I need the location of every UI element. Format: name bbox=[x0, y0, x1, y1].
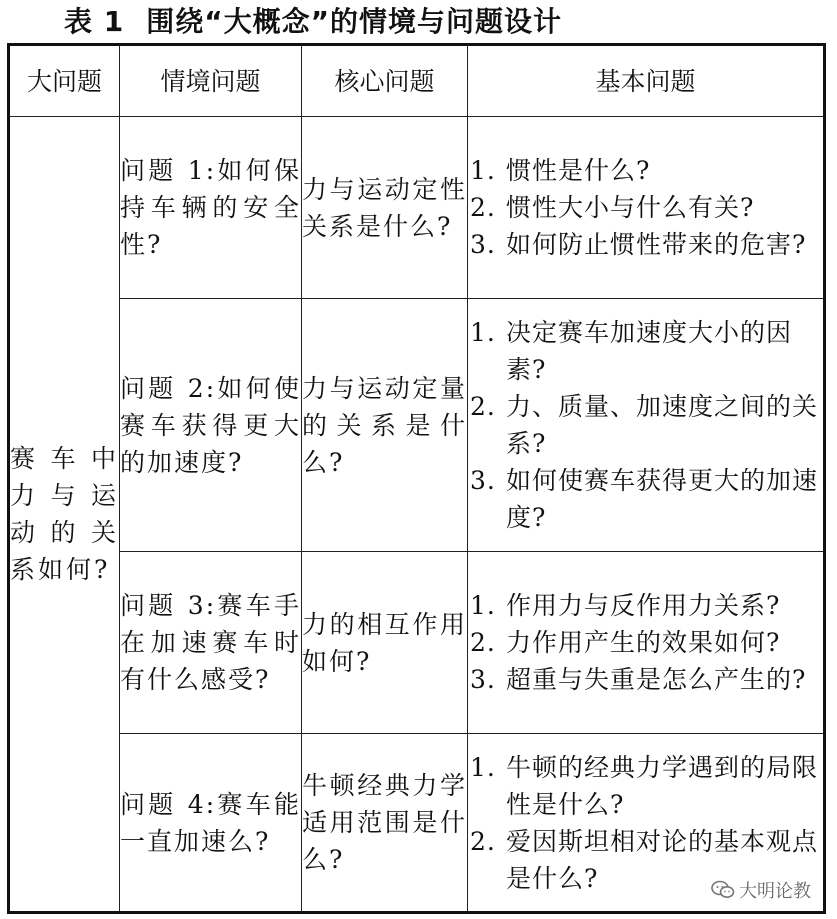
situation-cell: 问题 3:赛车手在加速赛车时有什么感受? bbox=[120, 552, 302, 734]
basic-question-item bbox=[468, 462, 823, 536]
item-text: 决定赛车加速度大小的因素? bbox=[506, 318, 793, 384]
item-number: 3. bbox=[470, 665, 496, 694]
core-cell: 牛顿经典力学适用范围是什么? bbox=[302, 734, 468, 913]
basic-question-item bbox=[468, 587, 823, 624]
item-number: 1. bbox=[470, 591, 496, 620]
header-row bbox=[9, 45, 825, 117]
item-text: 惯性是什么? bbox=[506, 156, 651, 185]
header-big-question: 大问题 bbox=[9, 45, 120, 117]
item-number: 2. bbox=[470, 628, 496, 657]
watermark-text: 大明论教 bbox=[739, 881, 811, 902]
basic-cell bbox=[468, 299, 825, 552]
item-number: 2. bbox=[470, 826, 496, 856]
caption-title: 围绕“大概念”的情境与问题设计 bbox=[146, 5, 563, 38]
basic-cell bbox=[468, 552, 825, 734]
item-text: 如何防止惯性带来的危害? bbox=[506, 230, 807, 259]
item-number: 3. bbox=[470, 466, 496, 495]
basic-question-item bbox=[468, 189, 823, 226]
core-cell: 力的相互作用如何? bbox=[302, 552, 468, 734]
design-table bbox=[7, 43, 826, 914]
big-question-cell: 赛车中力与运动的关系如何? bbox=[9, 117, 120, 913]
wechat-icon bbox=[711, 880, 735, 900]
item-number: 3. bbox=[470, 230, 496, 259]
header-basic-question: 基本问题 bbox=[468, 45, 825, 117]
item-text: 力、质量、加速度之间的关系? bbox=[506, 392, 819, 458]
core-cell: 力与运动定性关系是什么? bbox=[302, 117, 468, 299]
basic-question-item bbox=[468, 624, 823, 661]
item-text: 力作用产生的效果如何? bbox=[506, 628, 781, 657]
table-row bbox=[9, 734, 825, 913]
header-core-question: 核心问题 bbox=[302, 45, 468, 117]
item-number: 1. bbox=[470, 318, 496, 347]
item-text: 牛顿的经典力学遇到的局限性是什么? bbox=[506, 752, 819, 819]
item-number: 2. bbox=[470, 193, 496, 222]
item-text: 作用力与反作用力关系? bbox=[506, 591, 781, 620]
item-text: 如何使赛车获得更大的加速度? bbox=[506, 466, 819, 532]
item-number: 1. bbox=[470, 752, 496, 782]
core-cell: 力与运动定量的关系是什么? bbox=[302, 299, 468, 552]
table-row bbox=[9, 299, 825, 552]
item-text: 爱因斯坦相对论的基本观点是什么? bbox=[506, 826, 819, 893]
basic-question-item bbox=[468, 314, 823, 388]
item-text: 惯性大小与什么有关? bbox=[506, 193, 755, 222]
header-situation-question: 情境问题 bbox=[120, 45, 302, 117]
item-number: 1. bbox=[470, 156, 496, 185]
basic-question-item bbox=[468, 226, 823, 263]
basic-question-item bbox=[468, 152, 823, 189]
basic-question-item bbox=[468, 661, 823, 698]
basic-cell bbox=[468, 117, 825, 299]
item-text: 超重与失重是怎么产生的? bbox=[506, 665, 807, 694]
situation-cell: 问题 1:如何保持车辆的安全性? bbox=[120, 117, 302, 299]
caption-label: 表 1 bbox=[64, 5, 125, 38]
table-caption bbox=[64, 2, 764, 42]
item-number: 2. bbox=[470, 392, 496, 421]
table-row bbox=[9, 117, 825, 299]
situation-cell: 问题 2:如何使赛车获得更大的加速度? bbox=[120, 299, 302, 552]
situation-cell: 问题 4:赛车能一直加速么? bbox=[120, 734, 302, 913]
table-row bbox=[9, 552, 825, 734]
basic-question-item bbox=[468, 388, 823, 462]
watermark bbox=[711, 877, 811, 903]
basic-question-item bbox=[468, 749, 823, 823]
